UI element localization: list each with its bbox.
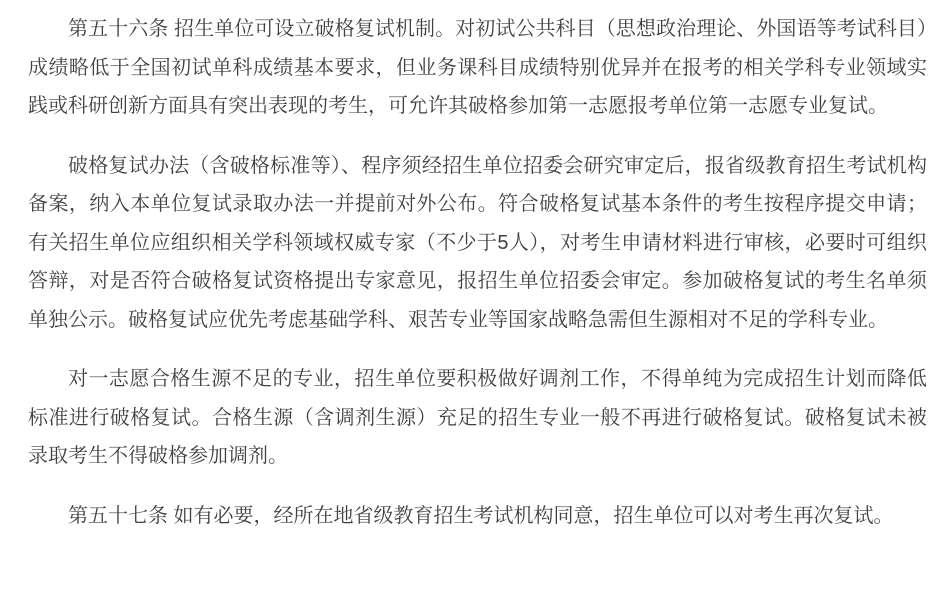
paragraph-article-57: 第五十七条 如有必要，经所在地省级教育招生考试机构同意，招生单位可以对考生再次复试。 [68, 504, 894, 527]
paragraph-transfer-adjustment-rules: 对一志愿合格生源不足的专业，招生单位要积极做好调剂工作，不得单纯为完成招生计划而降低标准进行破格复试。合格生源（含调剂生源）充足的招生专业一般不再进行破格复试。破格复试未被录取考生不得破格参加调剂。 [28, 368, 927, 467]
paragraph-article-56: 第五十六条 招生单位可设立破格复试机制。对初试公共科目（思想政治理论、外国语等考试科目）成绩略低于全国初试单科成绩基本要求，但业务课科目成绩特别优异并在报考的相关学科专业领域实践或科研创新方面具有突出表现的考生，可允许其破格参加第一志愿报考单位第一志愿专业复试。 [28, 18, 927, 117]
paragraph-breakthrough-reexam-procedure: 破格复试办法（含破格标准等）、程序须经招生单位招委会研究审定后，报省级教育招生考试机构备案，纳入本单位复试录取办法一并提前对外公布。符合破格复试基本条件的考生按程序提交申请；有关招生单位应组织相关学科领域权威专家（不少于5人），对考生申请材料进行审核，必要时可组织答辩，对是否符合破格复试资格提出专家意见，报招生单位招委会审定。参加破格复试的考生名单须单独公示。破格复试应优先考虑基础学科、艰苦专业等国家战略急需但生源相对不足的学科专业。 [28, 154, 927, 331]
